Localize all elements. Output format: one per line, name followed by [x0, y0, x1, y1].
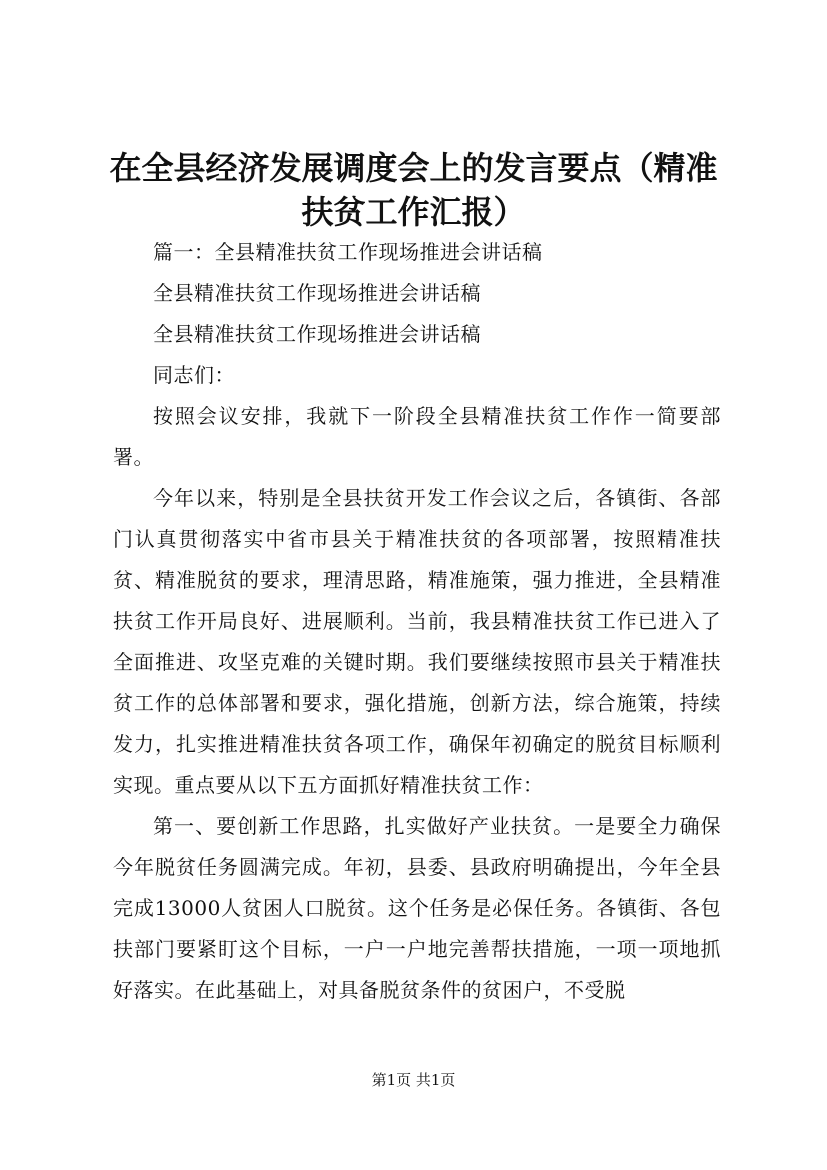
paragraph: 篇一：全县精准扶贫工作现场推进会讲话稿: [153, 240, 543, 264]
paragraph: 全县精准扶贫工作现场推进会讲话稿: [153, 281, 481, 305]
paragraph: 今年以来，特别是全县扶贫开发工作会议之后，各镇街、各部门认真贯彻落实中省市县关于精准扶贫的各项部署，按照精准扶贫、精准脱贫的要求，理清思路，精准施策，强力推进，全县精准扶贫工作开局良好、进展顺利。当前，我县精准扶贫工作已进入了全面推进、攻坚克难的关键时期。我们要继续按照市县关于精准扶贫工作的总体部署和要求，强化措施，创新方法，综合施策，持续发力，扎实推进精准扶贫各项工作，确保年初确定的脱贫目标顺利实现。重点要从以下五方面抓好精准扶贫工作：: [113, 486, 721, 797]
paragraph: 全县精准扶贫工作现场推进会讲话稿: [153, 322, 481, 346]
page-footer: 第1页 共1页: [371, 1071, 456, 1089]
paragraph: 第一、要创新工作思路，扎实做好产业扶贫。一是要全力确保今年脱贫任务圆满完成。年初，县委、县政府明确提出，今年全县完成13000人贫困人口脱贫。这个任务是必保任务。各镇街、各包扶部门要紧盯这个目标，一户一户地完善帮扶措施，一项一项地抓好落实。在此基础上，对具备脱贫条件的贫困户，不受脱: [113, 814, 721, 1002]
paragraph: 同志们：: [153, 363, 235, 387]
document-title: 在全县经济发展调度会上的发言要点（精准扶贫工作汇报）: [109, 149, 718, 231]
document-body: [113, 232, 721, 1011]
paragraph: 按照会议安排，我就下一阶段全县精准扶贫工作作一简要部署。: [113, 404, 721, 469]
